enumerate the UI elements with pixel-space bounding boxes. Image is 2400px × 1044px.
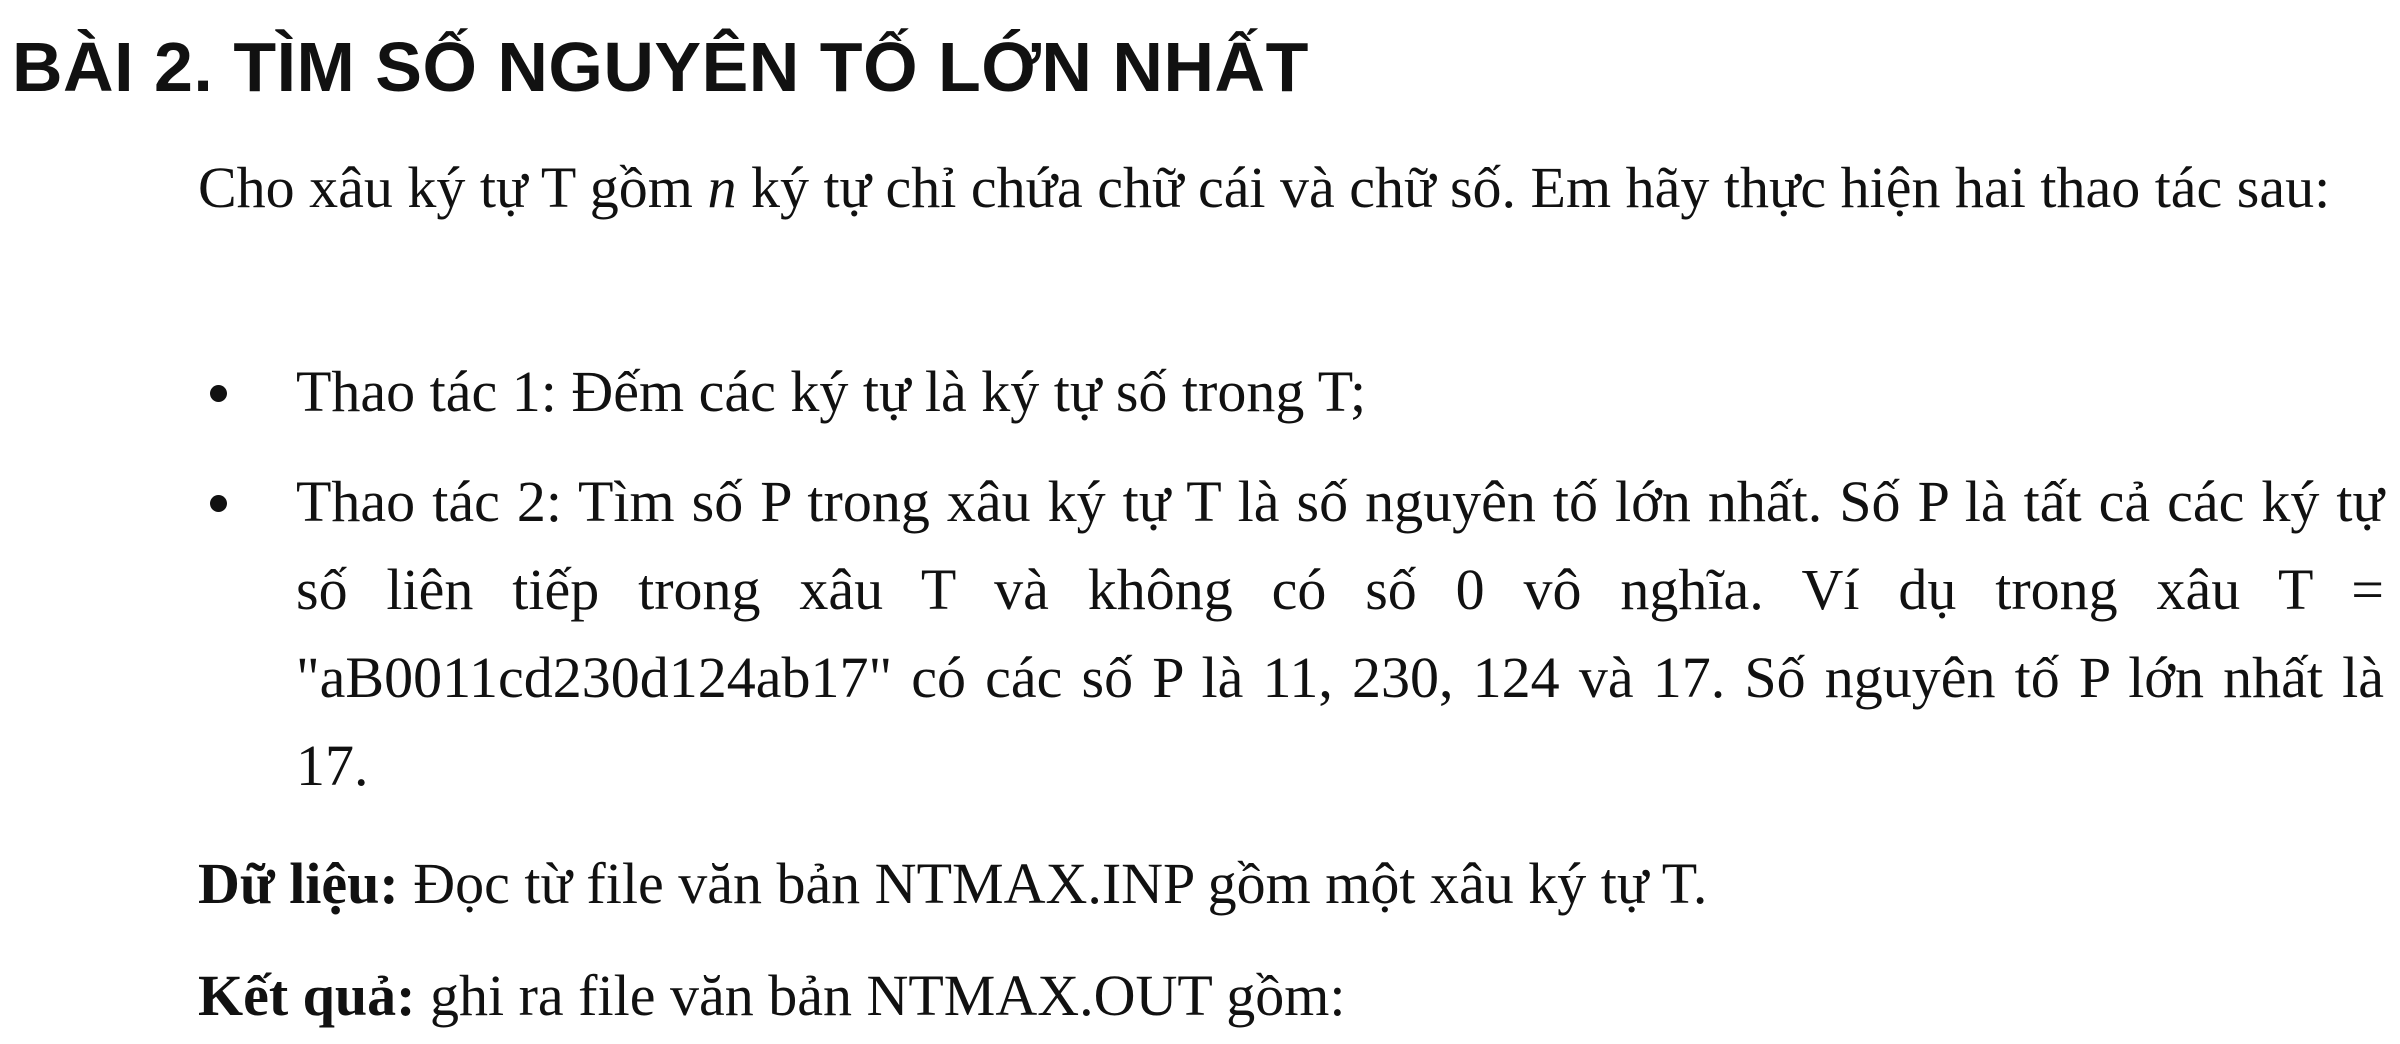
input-data-text: Đọc từ file văn bản NTMAX.INP gồm một xâu ký tự T. [398,851,1708,916]
intro-text-after: ký tự chỉ chứa chữ cái và chữ số. Em hãy thực hiện hai thao tác sau: [736,155,2331,220]
list-item-text: Thao tác 1: Đếm các ký tự là ký tự số trong T; [296,359,1367,424]
exercise-title: BÀI 2. TÌM SỐ NGUYÊN TỐ LỚN NHẤT [12,28,1309,106]
output-result-line [198,952,1345,1040]
output-result-text: ghi ra file văn bản NTMAX.OUT gồm: [415,963,1346,1028]
list-item [0,348,2400,436]
intro-variable-n: n [707,155,737,220]
bullet-icon [210,385,227,402]
list-item [0,458,2400,810]
input-data-label: Dữ liệu: [198,851,399,916]
operations-list [0,348,2400,810]
input-data-line [198,840,1707,928]
intro-text-before: Cho xâu ký tự T gồm [198,155,708,220]
intro-paragraph [48,144,2384,232]
output-result-label: Kết quả: [198,963,416,1028]
list-item-text: Thao tác 2: Tìm số P trong xâu ký tự T là số nguyên tố lớn nhất. Số P là tất cả các ký tự số liên tiếp trong xâu T và không có số 0 vô nghĩa. Ví dụ trong xâu T = "aB0011cd230d124ab17" có các số P là 11, 230, 124 và 17. Số nguyên tố P lớn nhất là 17. [296,469,2384,798]
bullet-icon [210,495,227,512]
